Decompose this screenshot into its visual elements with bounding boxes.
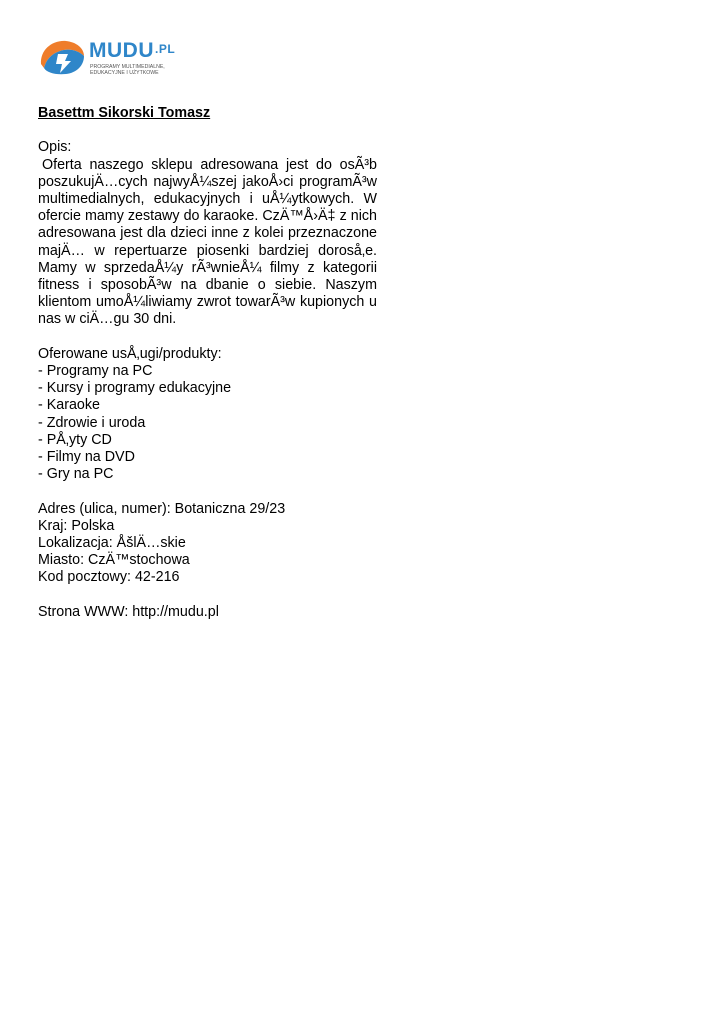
location-line: Lokalizacja: ÅšlÄ…skie bbox=[38, 535, 186, 552]
website-line: Strona WWW: http://mudu.pl bbox=[38, 603, 219, 620]
mudu-logo-icon bbox=[38, 38, 86, 78]
postal-code-line: Kod pocztowy: 42-216 bbox=[38, 569, 180, 586]
service-item: - Kursy i programy edukacyjne bbox=[38, 380, 232, 397]
city-line: Miasto: CzÄ™stochowa bbox=[38, 552, 190, 569]
mudu-logo bbox=[38, 36, 188, 86]
service-item: - Filmy na DVD bbox=[38, 449, 135, 466]
contact-info bbox=[38, 501, 377, 587]
company-title: Basettm Sikorski Tomasz bbox=[38, 105, 211, 121]
service-item: - Zdrowie i uroda bbox=[38, 414, 146, 431]
logo-tld: .PL bbox=[155, 42, 176, 56]
logo-tagline-line-1: PROGRAMY MULTIMEDIALNE, bbox=[90, 64, 165, 70]
description-text: Oferta naszego sklepu adresowana jest do osÃ³b poszukujÄ…cych najwyÅ¼szej jakoÅ›ci programÃ³w multimedialnych, edukacyjnych i uÅ¼ytkowych. W ofercie mamy zestawy do karaoke. CzÄ™Å›Ä‡ z nich adresowana jest dla dzieci inne z kolei przeznaczone majÄ… w repertuarze piosenki bardziej doroså‚e. Mamy w sprzedaÅ¼y rÃ³wnieÅ¼ filmy z kategorii fitness i sposobÃ³w na dbanie o siebie. Naszym klientom umoÅ¼liwiamy zwrot towarÃ³w kupionych u nas w ciÄ…gu 30 dni. bbox=[38, 156, 377, 328]
country-line: Kraj: Polska bbox=[38, 517, 115, 534]
service-item: - Gry na PC bbox=[38, 466, 114, 483]
company-document bbox=[38, 105, 377, 621]
services-label: Oferowane usÅ‚ugi/produkty: bbox=[38, 345, 222, 362]
logo-tagline bbox=[90, 64, 190, 76]
logo-tagline-line-2: EDUKACYJNE I UŻYTKOWE bbox=[90, 70, 159, 76]
service-item: - Karaoke bbox=[38, 397, 100, 414]
service-item: - Programy na PC bbox=[38, 363, 153, 380]
services-list bbox=[38, 363, 377, 483]
logo-wordmark: MUDU.PL bbox=[89, 39, 176, 62]
address-line: Adres (ulica, numer): Botaniczna 29/23 bbox=[38, 500, 286, 517]
description-label: Opis: bbox=[38, 139, 72, 156]
service-item: - PÅ‚yty CD bbox=[38, 431, 112, 448]
